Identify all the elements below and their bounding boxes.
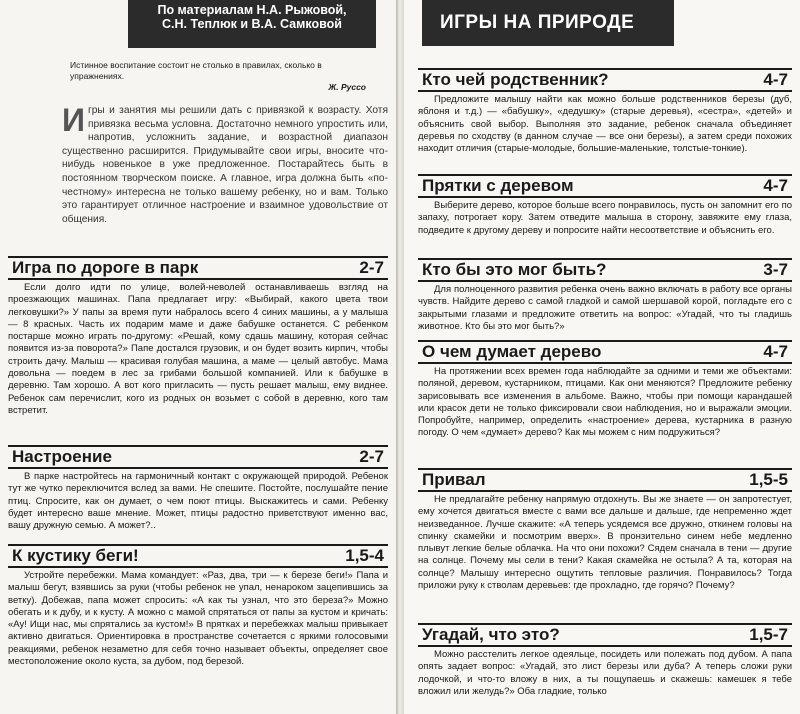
section-what-tree-thinks (418, 340, 792, 440)
age-range: 1,5-5 (749, 470, 788, 489)
section-rest-stop (418, 468, 792, 592)
intro-text: гры и занятия мы решили дать с привязкой к возрасту. Хотя привязка весьма условна. Достаточно немного упростить или, напротив, усложнить задание, и возрастной диапазон существенно расширится. Придумывайте свои игры, вносите что-нибудь новенькое в уже предложенное. Постарайтесь быть в постоянном творческом поиске. А главное, игра должна быть «по-честному» интересна не только вашему ребенку, но и вам. Только это гарантирует отличное настроение и взаимное удовольствие от общения. (62, 105, 388, 225)
section-title: Угадай, что это? (422, 625, 560, 644)
section-heading (418, 623, 792, 647)
age-range: 2-7 (359, 258, 384, 277)
book-spine (396, 0, 404, 714)
section-title: Прятки с деревом (422, 176, 574, 195)
drop-cap: И (62, 102, 85, 138)
epigraph-text: Истинное воспитание состоит не столько в правилах, сколько в упражнениях. (70, 60, 322, 81)
age-range: 2-7 (359, 447, 384, 466)
section-title: Кто бы это мог быть? (422, 260, 607, 279)
section-heading (418, 258, 792, 282)
section-text: Можно расстелить легкое одеяльце, посидеть или полежать под дубом. А папа опять задает вопрос: «Угадай, это лист березы или дуба? А теперь сложи руки лодочкой, и что-то вложу в них, а ты пощупаешь и скажешь: камешек я тебе вложил или желудь?» Оба гладкие, только (418, 649, 792, 697)
section-guess-what (418, 623, 792, 698)
section-whose-relative (418, 68, 792, 155)
credits-line-1: По материалам Н.А. Рыжовой, (157, 3, 347, 17)
section-title: Кто чей родственник? (422, 70, 609, 89)
section-title: Настроение (12, 447, 112, 466)
section-title: О чем думает дерево (422, 342, 602, 361)
epigraph-author: Ж. Руссо (328, 82, 366, 92)
age-range: 1,5-4 (345, 546, 384, 565)
section-text: Выберите дерево, которое больше всего понравилось, пусть он запомнит его по запаху, потрогает кору. Затем отведите малыша в сторону, завяжите ему глаза, подведите к другому дереву и попросите найти несоответствие и объяснить его. (418, 200, 792, 236)
intro-paragraph (62, 104, 388, 226)
age-range: 4-7 (763, 342, 788, 361)
section-text: Не предлагайте ребенку напрямую отдохнуть. Вы же знаете — он запротестует, ему хочется двигаться вместе с вами все дальше и дальше, где непременно ждет неизведанное. Лучше скажите: «А теперь усядемся все дружно, откинем головы на спинку скамейки и посмотрим вверх». В пронзительно синем небе медленно плывут легкие белые облачка. На что они похожи? Сядем сначала в тени — другие на солнце. Почему мы сели в тени? Какая скамейка не остыла? А та, которая на солнце? Малышу интересно ощутить тепловые различия. Понравилось? Тогда приложи руку к стволам деревьев: где прохладно, где горячо? Почему? (418, 494, 792, 592)
section-heading (418, 68, 792, 92)
credits-banner (128, 0, 376, 48)
age-range: 4-7 (763, 70, 788, 89)
section-text: Устройте перебежки. Мама командует: «Раз, два, три — к березе беги!» Папа и малыш бегут, взявшись за руки (чтобы ребенок не упал, ненароком зацепившись за ветку). Добежав, папа может спросить: «А как ты узнал, что это береза?» Можно обегать и к дубу, и к кусту. А можно с мамой спрятаться от папы за кустом и кричать: «Ау! Ищи нас, мы спрятались за кустом!» В прятках и перебежках малыш привыкает активно двигаться. Ориентировка в пространстве сочетается с яркими голосовыми реакциями, ребенок незаметно для себя точно называет объекты, определяет свое местоположение около куста, за дубом, под березой. (8, 570, 388, 668)
section-heading (418, 468, 792, 492)
section-text: Предложите малышу найти как можно больше родственников березы (дуб, яблоня и т.д.) — «бабушку», «дедушку» (старые деревья), «сестра», «детей» и объяснить свой выбор. Выполняя это задание, ребенок сначала объединяет деревья по сходству (в данном случае — все они березы), а затем среди похожих находит отличия (старые-молодые, большие-маленькие, толстые-тонкие). (418, 94, 792, 155)
section-run-to-bush (8, 544, 388, 668)
section-heading (418, 340, 792, 364)
section-mood (8, 445, 388, 532)
left-page (0, 0, 396, 714)
section-text: Для полноценного развития ребенка очень важно включать в работу все органы чувств. Найдите дерево с самой гладкой и самой шершавой корой, погладьте его с закрытыми глазами и предложите ответить на вопрос: «Угадай, что ты гладишь животное. Кто бы это мог быть?» (418, 284, 792, 332)
section-heading (8, 544, 388, 568)
section-text: В парке настройтесь на гармоничный контакт с окружающей природой. Ребенок тут же чутко переключится вслед за вами. Не спешите. Постойте, послушайте пение птиц. Спросите, как он думает, о чем поют птицы. Выскажитесь и сами. Ребенку будет интересно ваше мнение. Может, птицы радостно приветствуют именно вас, вашу дружную семью. А может?.. (8, 471, 388, 532)
section-heading (418, 174, 792, 198)
section-title: Привал (422, 470, 486, 489)
chapter-banner (422, 0, 674, 46)
section-who-could-it-be (418, 258, 792, 333)
section-heading (8, 256, 388, 280)
right-page (404, 0, 800, 714)
section-text: На протяжении всех времен года наблюдайте за одними и теми же объектами: поляной, деревом, кустарником, птицами. Как они меняются? Предложите ребенку зарисовывать все изменения в альбоме. Важно, чтобы при помощи карандашей или красок дети не только фиксировали свои наблюдения, но и выражали эмоции. Попробуйте, например, определить «настроение» дерева, кустарника в разную погоду. О чем «думает» дерево? Как мы можем с ним подружиться? (418, 366, 792, 439)
age-range: 1,5-7 (749, 625, 788, 644)
section-heading (8, 445, 388, 469)
credits-line-2: С.Н. Теплюк и В.А. Самковой (162, 17, 342, 31)
section-game-on-way-to-park (8, 256, 388, 417)
section-title: Игра по дороге в парк (12, 258, 199, 277)
age-range: 4-7 (763, 176, 788, 195)
section-hide-and-seek-tree (418, 174, 792, 237)
chapter-title: ИГРЫ НА ПРИРОДЕ (440, 12, 635, 33)
age-range: 3-7 (763, 260, 788, 279)
section-title: К кустику беги! (12, 546, 139, 565)
epigraph (70, 60, 376, 93)
section-text: Если долго идти по улице, волей-неволей останавливаешь взгляд на проезжающих машинах. Папа предлагает игру: «Выбирай, какого цвета твои легковушки?» У папы за время пути набралось всего 4 синих машины, а у малыша — 8 красных. Часть их подарим маме и даже бабушке останется. С ребенком постарше можно играть по-другому: «Решай, кому сдашь машину, которая сейчас появится из-за поворота?» Папе достался грузовик, и он будет возить кирпич, чтобы строить дачу. Малыш — красивая голубая машина, а маме — целый автобус. Мама довольна — поедем в лес за грибами большой компанией. Или к бабушке в деревню. Там хорошо. А вот кого пригласить — пусть решает малыш, ему виднее. Ребенок сам перечислит, кого из родных он возьмет с собой в деревню, кого там встретит. (8, 282, 388, 416)
